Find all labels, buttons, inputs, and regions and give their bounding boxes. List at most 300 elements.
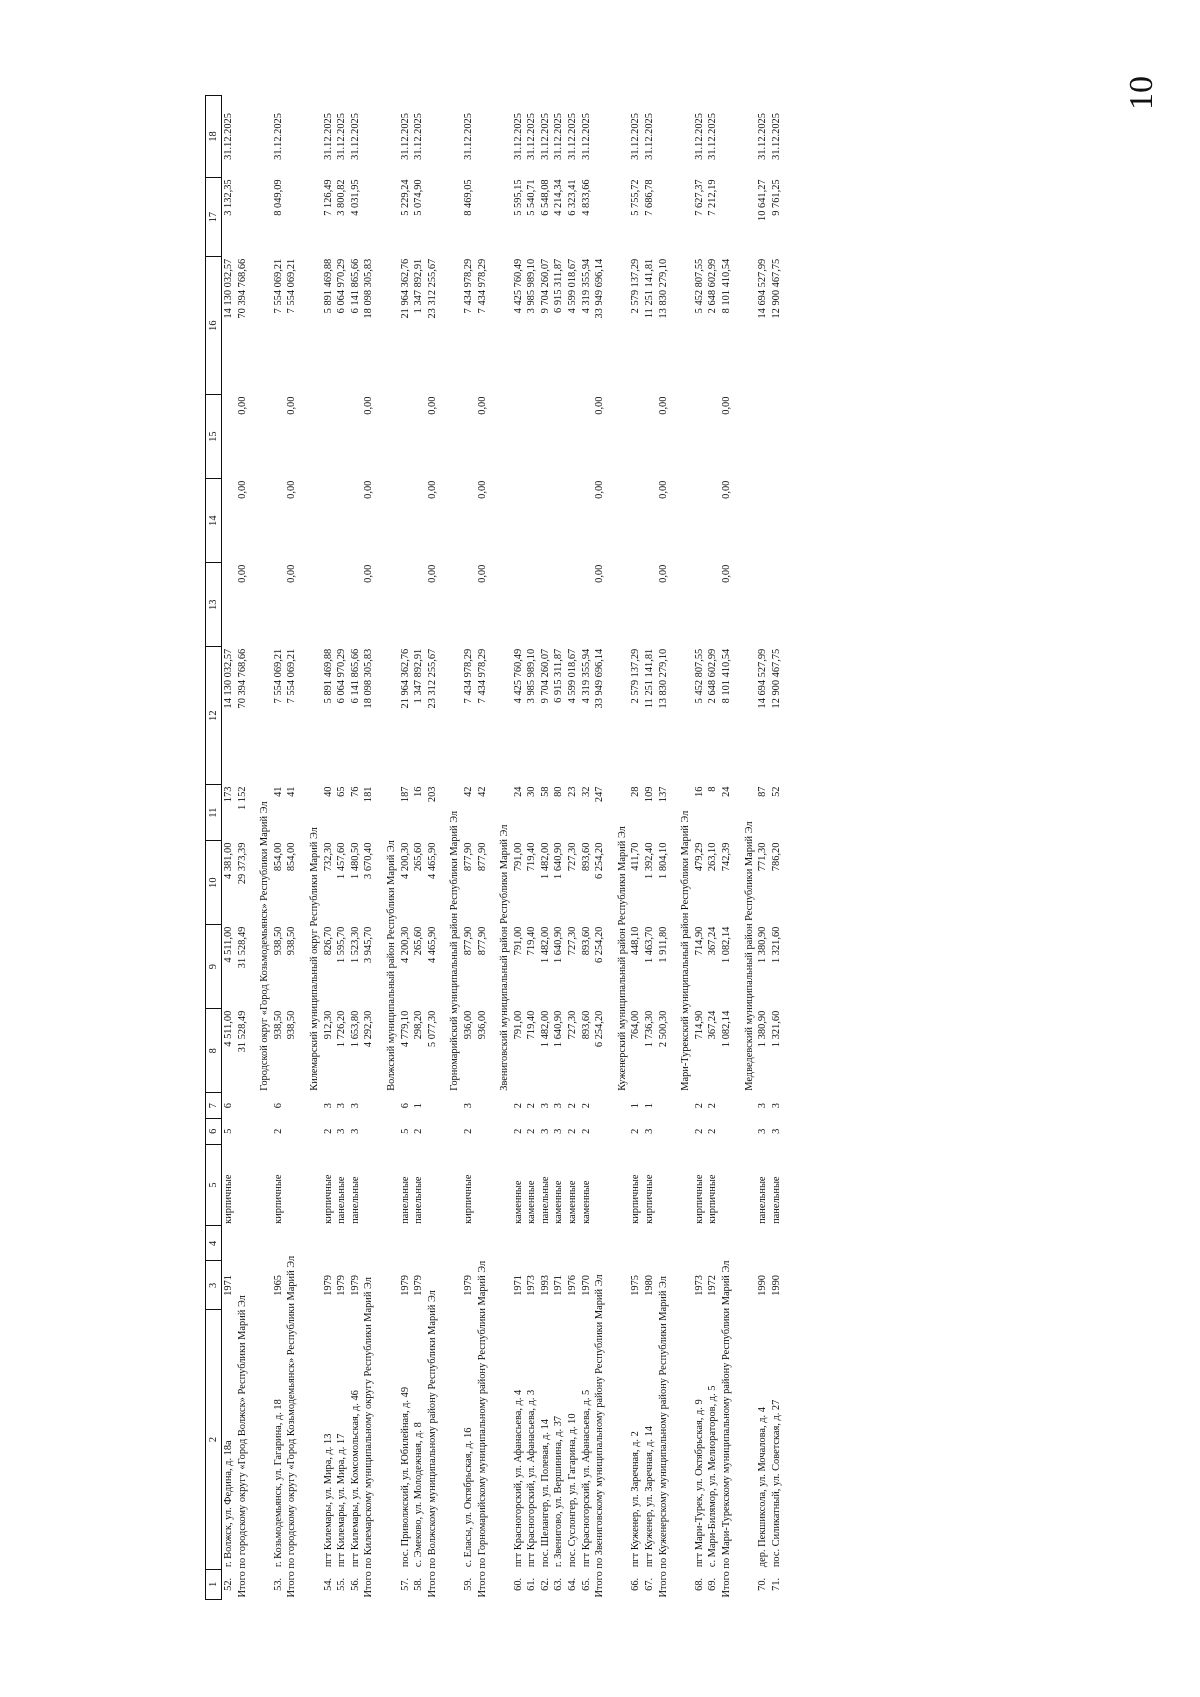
- total-col-15: 0,00: [594, 396, 606, 415]
- cell-col-4: [412, 1226, 426, 1261]
- cell-col-10: 877,90: [462, 842, 474, 872]
- table-body: [222, 96, 784, 1600]
- spacer-row: [734, 96, 743, 1600]
- cell-col-18: 31.12.2025: [399, 113, 411, 160]
- column-header-14: 14: [206, 479, 222, 563]
- cell-col-3: 1975: [630, 1275, 642, 1296]
- cell-col-5: панельные: [413, 1176, 425, 1224]
- total-col-9: 4 465,90: [426, 926, 438, 964]
- total-col-16: 8 101 410,54: [721, 258, 732, 314]
- total-empty-cell: [593, 96, 607, 178]
- cell-col-4: [399, 1226, 413, 1261]
- cell-col-16: 9 704 260,07: [539, 258, 551, 314]
- cell-col-2: пгт Килемары, ул. Мира, д. 17: [336, 1433, 348, 1568]
- column-header-18: 18: [206, 96, 222, 178]
- cell-col-17: 5 229,24: [399, 179, 411, 216]
- spacer-row: [670, 96, 679, 1600]
- cell-col-14: [412, 479, 426, 563]
- cell-col-12: 12 900 467,75: [770, 648, 782, 709]
- cell-col-4: [643, 1226, 657, 1261]
- cell-col-10: 1 480,50: [349, 842, 361, 879]
- total-col-12: 7 434 978,29: [476, 648, 488, 704]
- cell-col-17: 10 641,27: [757, 179, 769, 221]
- cell-col-15: [462, 395, 476, 479]
- cell-col-12: 11 251 141,81: [644, 648, 656, 709]
- table-row: [412, 96, 426, 1600]
- cell-col-7: 6: [399, 1103, 411, 1109]
- cell-col-7: 3: [322, 1103, 334, 1109]
- cell-col-15: [399, 395, 413, 479]
- cell-col-17: 7 212,19: [707, 179, 719, 216]
- cell-col-10: 786,20: [770, 842, 782, 872]
- cell-col-9: 938,50: [272, 926, 284, 956]
- total-col-11: 137: [657, 786, 669, 803]
- total-col-15: 0,00: [426, 396, 438, 415]
- cell-col-18: 31.12.2025: [223, 113, 234, 160]
- cell-col-17: 8 469,05: [462, 179, 474, 216]
- cell-col-4: [349, 1226, 363, 1261]
- cell-col-11: 87: [757, 786, 769, 797]
- total-col-11: 203: [426, 786, 438, 803]
- total-col-8: 938,50: [286, 1010, 298, 1040]
- cell-col-1: 60.: [512, 1577, 524, 1591]
- cell-col-9: 714,90: [693, 926, 705, 956]
- cell-col-11: 16: [413, 786, 425, 797]
- total-col-11: 41: [286, 786, 298, 797]
- cell-col-1: 67.: [644, 1577, 656, 1591]
- cell-col-10: 479,29: [693, 842, 705, 872]
- cell-col-11: 76: [349, 786, 361, 797]
- total-col-9: 3 945,70: [363, 926, 375, 964]
- cell-col-3: 1990: [757, 1275, 769, 1296]
- cell-col-16: 1 347 892,91: [413, 258, 425, 314]
- cell-col-6: 2: [462, 1128, 474, 1134]
- cell-col-15: [335, 395, 349, 479]
- cell-col-17: 7 686,78: [644, 179, 656, 216]
- cell-col-12: 9 704 260,07: [539, 648, 551, 704]
- table-row: [222, 96, 236, 1600]
- cell-col-13: [552, 563, 566, 647]
- cell-col-9: 1 463,70: [644, 926, 656, 964]
- total-col-12: 33 949 696,14: [594, 648, 606, 709]
- cell-col-6: 5: [223, 1128, 234, 1134]
- total-col-15: 0,00: [721, 396, 732, 415]
- cell-col-6: 2: [512, 1128, 524, 1134]
- cell-col-3: 1976: [567, 1275, 579, 1296]
- table-row: [552, 96, 566, 1600]
- cell-col-5: кирпичные: [693, 1174, 705, 1224]
- total-col-13: 0,00: [363, 564, 375, 583]
- cell-col-18: 31.12.2025: [526, 113, 538, 160]
- cell-col-8: 714,90: [693, 1010, 705, 1040]
- cell-col-2: пос. Шелангер, ул. Полевая, д. 14: [539, 1419, 551, 1568]
- cell-col-11: 8: [707, 786, 719, 792]
- cell-col-6: 2: [707, 1128, 719, 1134]
- total-col-11: 24: [721, 786, 732, 797]
- cell-col-1: 66.: [630, 1577, 642, 1591]
- cell-col-8: 1 726,20: [336, 1010, 348, 1048]
- cell-col-3: 1970: [580, 1275, 592, 1296]
- cell-col-14: [272, 479, 286, 563]
- cell-col-9: 727,30: [567, 926, 579, 956]
- total-label: Итого по Волжскому муниципальному району Республики Марий Эл: [426, 1290, 438, 1598]
- cell-col-2: пос. Приволжский, ул. Юбилейная, д. 49: [399, 1386, 411, 1568]
- cell-col-4: [272, 1226, 286, 1261]
- cell-col-2: пгт Красногорский, ул. Афанасьева, д. 5: [580, 1389, 592, 1568]
- cell-col-9: 719,40: [526, 926, 538, 956]
- total-col-12: 7 554 069,21: [286, 648, 298, 704]
- cell-col-3: 1972: [707, 1275, 719, 1296]
- total-col-13: 0,00: [594, 564, 606, 583]
- cell-col-7: 1: [413, 1103, 425, 1109]
- cell-col-18: 31.12.2025: [693, 113, 705, 160]
- total-col-10: 3 670,40: [363, 842, 375, 879]
- section-title: Городской округ «Город Козьмодемьянск» Республики Марий Эл: [259, 801, 271, 1091]
- table-row: [693, 96, 707, 1600]
- cell-col-11: 173: [223, 786, 234, 803]
- cell-col-12: 6 064 970,29: [336, 648, 348, 704]
- section-title: Куженерский муниципальный район Республики Марий Эл: [616, 826, 628, 1091]
- cell-col-2: дер. Пекшиксола, ул. Мочалова, д. 4: [757, 1407, 769, 1568]
- cell-col-13: [525, 563, 539, 647]
- total-row: [362, 96, 376, 1600]
- cell-col-3: 1971: [223, 1275, 234, 1296]
- cell-col-7: 2: [707, 1103, 719, 1109]
- total-col-16: 13 830 279,10: [657, 258, 669, 319]
- cell-col-1: 54.: [322, 1577, 334, 1591]
- cell-col-6: 2: [567, 1128, 579, 1134]
- cell-col-13: [462, 563, 476, 647]
- cell-col-4: [335, 1226, 349, 1261]
- cell-col-7: 2: [580, 1103, 592, 1109]
- cell-col-6: 3: [349, 1128, 361, 1134]
- cell-col-12: 3 985 989,10: [526, 648, 538, 704]
- cell-col-15: [706, 395, 720, 479]
- cell-col-14: [349, 479, 363, 563]
- cell-col-5: кирпичные: [644, 1174, 656, 1224]
- cell-col-11: 32: [580, 786, 592, 797]
- cell-col-11: 16: [693, 786, 705, 797]
- cell-col-13: [512, 563, 526, 647]
- section-title-row: [448, 96, 462, 1600]
- cell-col-14: [322, 479, 336, 563]
- cell-col-15: [349, 395, 363, 479]
- total-col-12: 18 098 305,83: [363, 648, 375, 709]
- column-header-7: 7: [206, 1093, 222, 1119]
- column-header-5: 5: [206, 1144, 222, 1226]
- cell-col-16: 6 064 970,29: [336, 258, 348, 314]
- table-row: [525, 96, 539, 1600]
- total-empty-cell: [657, 177, 671, 256]
- cell-col-7: 2: [693, 1103, 705, 1109]
- cell-col-7: 3: [349, 1103, 361, 1109]
- total-col-11: 1 152: [236, 786, 248, 810]
- cell-col-5: каменные: [580, 1180, 592, 1224]
- cell-col-13: [770, 563, 784, 647]
- cell-col-5: панельные: [336, 1176, 348, 1224]
- cell-col-4: [706, 1226, 720, 1261]
- cell-col-11: 23: [567, 786, 579, 797]
- section-title: Килемарский муниципальный округ Республики Марий Эл: [308, 827, 320, 1091]
- page-number: 10: [1123, 76, 1160, 110]
- cell-col-7: 2: [512, 1103, 524, 1109]
- cell-col-14: [525, 479, 539, 563]
- total-col-10: 742,39: [721, 842, 732, 872]
- cell-col-5: кирпичные: [322, 1174, 334, 1224]
- cell-col-17: 7 627,37: [693, 179, 705, 216]
- column-header-12: 12: [206, 647, 222, 785]
- cell-col-7: 2: [526, 1103, 538, 1109]
- cell-col-5: каменные: [512, 1180, 524, 1224]
- total-col-9: 938,50: [286, 926, 298, 956]
- cell-col-4: [552, 1226, 566, 1261]
- spacer-row: [249, 96, 258, 1600]
- cell-col-3: 1979: [399, 1275, 411, 1296]
- cell-col-11: 40: [322, 786, 334, 797]
- column-header-6: 6: [206, 1118, 222, 1144]
- table-row: [566, 96, 580, 1600]
- total-col-9: 6 254,20: [594, 926, 606, 964]
- cell-col-8: 1 321,60: [770, 1010, 782, 1048]
- cell-col-9: 877,90: [462, 926, 474, 956]
- cell-col-17: 4 031,95: [349, 179, 361, 216]
- cell-col-15: [566, 395, 580, 479]
- cell-col-16: 7 554 069,21: [272, 258, 284, 314]
- cell-col-8: 4 511,00: [223, 1010, 234, 1047]
- cell-col-17: 5 595,15: [512, 179, 524, 216]
- total-col-16: 7 434 978,29: [476, 258, 488, 314]
- cell-col-16: 14 694 527,99: [757, 258, 769, 319]
- cell-col-8: 727,30: [567, 1010, 579, 1040]
- total-col-15: 0,00: [236, 396, 248, 415]
- cell-col-9: 4 511,00: [223, 926, 234, 963]
- cell-col-17: 5 540,71: [526, 179, 538, 216]
- column-header-1: 1: [206, 1569, 222, 1599]
- cell-col-2: пгт Килемары, ул. Мира, д. 13: [322, 1433, 334, 1568]
- cell-col-18: 31.12.2025: [539, 113, 551, 160]
- cell-col-1: 63.: [553, 1577, 565, 1591]
- cell-col-1: 62.: [539, 1577, 551, 1591]
- total-col-14: 0,00: [594, 480, 606, 499]
- cell-col-3: 1979: [349, 1275, 361, 1296]
- spacer-row: [439, 96, 448, 1600]
- total-col-8: 5 077,30: [426, 1010, 438, 1048]
- cell-col-12: 21 964 362,76: [399, 648, 411, 709]
- cell-col-14: [643, 479, 657, 563]
- total-col-13: 0,00: [236, 564, 248, 583]
- cell-col-16: 4 425 760,49: [512, 258, 524, 314]
- total-label: Итого по городскому округу «Город Волжск» Республики Марий Эл: [236, 1295, 248, 1598]
- cell-col-7: 3: [770, 1103, 782, 1109]
- cell-col-12: 5 891 469,88: [322, 648, 334, 704]
- column-header-11: 11: [206, 785, 222, 841]
- cell-col-10: 265,60: [413, 842, 425, 872]
- cell-col-12: 7 554 069,21: [272, 648, 284, 704]
- cell-col-3: 1993: [539, 1275, 551, 1296]
- total-col-9: 877,90: [476, 926, 488, 956]
- table-row: [770, 96, 784, 1600]
- cell-col-17: 4 214,34: [553, 179, 565, 216]
- cell-col-13: [349, 563, 363, 647]
- cell-col-13: [539, 563, 553, 647]
- cell-col-7: 3: [553, 1103, 565, 1109]
- cell-col-4: [580, 1226, 594, 1261]
- cell-col-7: 1: [644, 1103, 656, 1109]
- cell-col-2: пгт Красногорский, ул. Афанасьева, д. 3: [526, 1389, 538, 1568]
- total-empty-cell: [476, 96, 490, 178]
- section-title-row: [498, 96, 512, 1600]
- cell-col-13: [272, 563, 286, 647]
- cell-col-1: 64.: [567, 1577, 579, 1591]
- total-label: Итого по Звениговскому муниципальному району Республики Марий Эл: [594, 1274, 606, 1598]
- cell-col-10: 263,10: [707, 842, 719, 872]
- total-col-8: 31 528,49: [236, 1010, 248, 1053]
- cell-col-9: 1 640,90: [553, 926, 565, 964]
- cell-col-8: 764,00: [630, 1010, 642, 1040]
- cell-col-14: [693, 479, 707, 563]
- total-col-10: 29 373,39: [236, 842, 248, 885]
- spacer-row: [376, 96, 385, 1600]
- cell-col-15: [322, 395, 336, 479]
- cell-col-12: 6 141 865,66: [349, 648, 361, 704]
- total-col-11: 181: [363, 786, 375, 803]
- cell-col-18: 31.12.2025: [553, 113, 565, 160]
- cell-col-5: кирпичные: [630, 1174, 642, 1224]
- cell-col-5: панельные: [539, 1176, 551, 1224]
- total-col-9: 1 082,14: [721, 926, 732, 964]
- cell-col-11: 80: [553, 786, 565, 797]
- cell-col-5: каменные: [553, 1180, 565, 1224]
- section-title-row: [616, 96, 630, 1600]
- total-col-8: 1 082,14: [721, 1010, 732, 1048]
- total-col-13: 0,00: [657, 564, 669, 583]
- cell-col-11: 42: [462, 786, 474, 797]
- total-empty-cell: [657, 96, 671, 178]
- table-row: [349, 96, 363, 1600]
- section-title-row: [679, 96, 693, 1600]
- total-empty-cell: [720, 96, 734, 178]
- cell-col-4: [693, 1226, 707, 1261]
- total-col-12: 13 830 279,10: [657, 648, 669, 709]
- total-col-10: 4 465,90: [426, 842, 438, 879]
- cell-col-4: [525, 1226, 539, 1261]
- cell-col-9: 367,24: [707, 926, 719, 956]
- cell-col-10: 771,30: [757, 842, 769, 872]
- total-empty-cell: [426, 96, 440, 178]
- total-col-10: 6 254,20: [594, 842, 606, 879]
- section-title: Мари-Турекский муниципальный район Республики Марий Эл: [680, 810, 692, 1091]
- cell-col-17: 6 323,41: [567, 179, 579, 216]
- total-col-10: 854,00: [286, 842, 298, 872]
- total-row: [720, 96, 734, 1600]
- cell-col-1: 58.: [413, 1577, 425, 1591]
- cell-col-12: 1 347 892,91: [413, 648, 425, 704]
- cell-col-3: 1971: [553, 1275, 565, 1296]
- column-header-13: 13: [206, 563, 222, 647]
- cell-col-2: пос. Силикатный, ул. Советская, д. 27: [770, 1399, 782, 1568]
- cell-col-2: пгт Куженер, ул. Заречная, д. 2: [630, 1431, 642, 1568]
- total-empty-cell: [362, 96, 376, 178]
- cell-col-10: 732,30: [322, 842, 334, 872]
- cell-col-3: 1973: [526, 1275, 538, 1296]
- cell-col-12: 14 130 032,57: [223, 648, 234, 709]
- cell-col-18: 31.12.2025: [644, 113, 656, 160]
- cell-col-3: 1980: [644, 1275, 656, 1296]
- cell-col-15: [756, 395, 770, 479]
- cell-col-16: 7 434 978,29: [462, 258, 474, 314]
- cell-col-16: 2 579 137,29: [630, 258, 642, 314]
- cell-col-7: 6: [223, 1103, 234, 1109]
- cell-col-1: 57.: [399, 1577, 411, 1591]
- cell-col-6: 2: [526, 1128, 538, 1134]
- cell-col-13: [643, 563, 657, 647]
- total-col-10: 1 804,10: [657, 842, 669, 879]
- cell-col-18: 31.12.2025: [580, 113, 592, 160]
- cell-col-6: 2: [580, 1128, 592, 1134]
- column-header-15: 15: [206, 395, 222, 479]
- cell-col-2: пгт Мари-Турек, ул. Октябрьская, д. 9: [693, 1399, 705, 1568]
- cell-col-4: [462, 1226, 476, 1261]
- cell-col-6: 2: [272, 1128, 284, 1134]
- cell-col-1: 69.: [707, 1577, 719, 1591]
- cell-col-16: 4 599 018,67: [567, 258, 579, 314]
- cell-col-14: [512, 479, 526, 563]
- cell-col-17: 4 833,66: [580, 179, 592, 216]
- total-empty-cell: [285, 96, 299, 178]
- table-row: [706, 96, 720, 1600]
- total-col-11: 42: [476, 786, 488, 797]
- cell-col-16: 11 251 141,81: [644, 258, 656, 319]
- cell-col-13: [566, 563, 580, 647]
- cell-col-5: каменные: [526, 1180, 538, 1224]
- cell-col-3: 1971: [512, 1275, 524, 1296]
- cell-col-9: 1 595,70: [336, 926, 348, 964]
- spacer-row: [489, 96, 498, 1600]
- cell-col-18: 31.12.2025: [413, 113, 425, 160]
- cell-col-16: 21 964 362,76: [399, 258, 411, 319]
- total-col-14: 0,00: [236, 480, 248, 499]
- total-row: [593, 96, 607, 1600]
- column-number-row: [206, 96, 222, 1600]
- cell-col-15: [629, 395, 643, 479]
- total-label: Итого по городскому округу «Город Козьмодемьянск» Республики Марий Эл: [286, 1255, 298, 1598]
- cell-col-18: 31.12.2025: [630, 113, 642, 160]
- total-col-9: 1 911,80: [657, 926, 669, 963]
- cell-col-14: [399, 479, 413, 563]
- cell-col-5: панельные: [399, 1176, 411, 1224]
- column-header-2: 2: [206, 1310, 222, 1569]
- cell-col-10: 1 640,90: [553, 842, 565, 879]
- total-col-8: 4 292,30: [363, 1010, 375, 1048]
- cell-col-12: 2 579 137,29: [630, 648, 642, 704]
- cell-col-9: 265,60: [413, 926, 425, 956]
- column-header-4: 4: [206, 1226, 222, 1261]
- cell-col-14: [706, 479, 720, 563]
- cell-col-6: 3: [336, 1128, 348, 1134]
- cell-col-12: 14 694 527,99: [757, 648, 769, 709]
- cell-col-10: 727,30: [567, 842, 579, 872]
- cell-col-14: [580, 479, 594, 563]
- total-label: Итого по Килемарскому муниципальному округу Республики Марий Эл: [363, 1277, 375, 1598]
- cell-col-14: [629, 479, 643, 563]
- cell-col-6: 3: [644, 1128, 656, 1134]
- total-col-15: 0,00: [286, 396, 298, 415]
- cell-col-11: 28: [630, 786, 642, 797]
- cell-col-12: 7 434 978,29: [462, 648, 474, 704]
- total-col-9: 31 528,49: [236, 926, 248, 969]
- cell-col-13: [629, 563, 643, 647]
- cell-col-12: 5 452 807,55: [693, 648, 705, 704]
